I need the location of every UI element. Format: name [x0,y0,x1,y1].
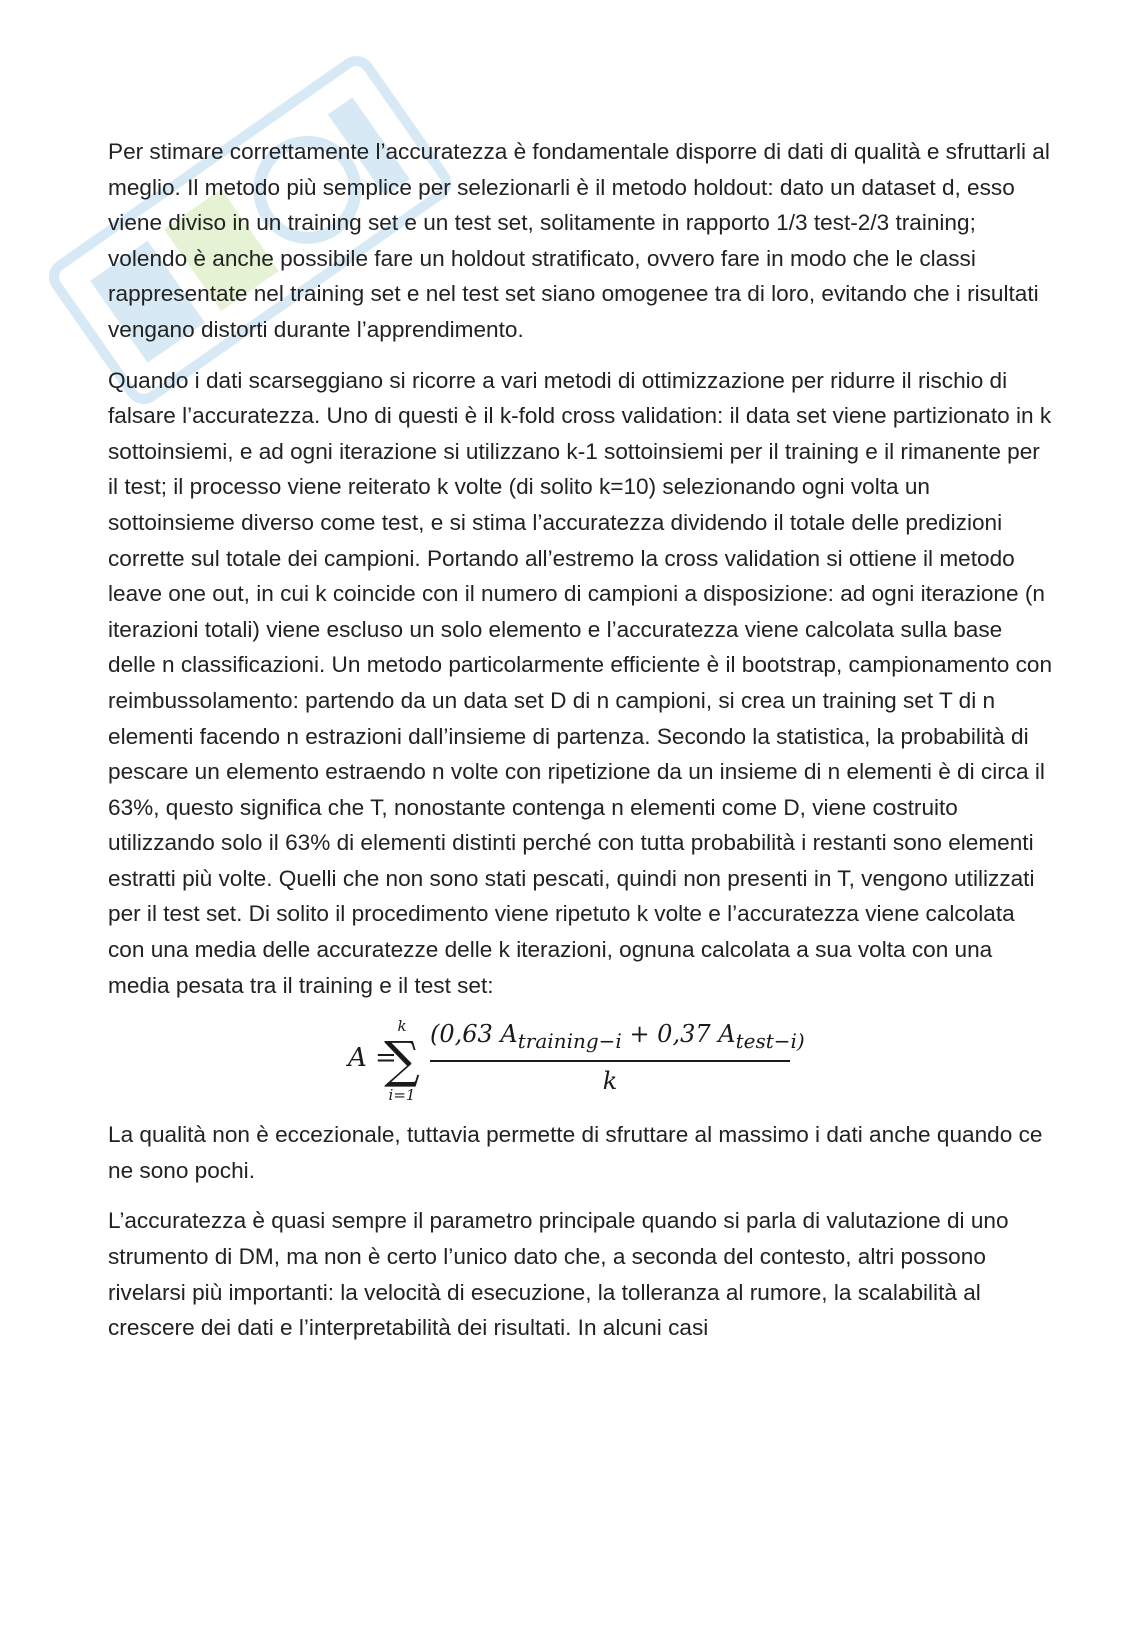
formula-denominator: k [602,1066,618,1095]
formula-lhs: A = [348,1043,397,1074]
document-body [108,134,1053,1346]
subscript-training: training−i [517,1029,622,1054]
accuracy-formula [108,1011,1053,1115]
summation [380,1017,424,1105]
paragraph-other-criteria: L’accuratezza è quasi sempre il parametro principale quando si parla di valutazione di uno strumento di DM, ma non è certo l’unico dato che, a seconda del contesto, altri possono rivelarsi più importanti: la velocità di esecuzione, la tolleranza al rumore, la scalabilità al crescere dei dati e l’interpretabilità dei risultati. In alcuni casi [108,1208,1009,1341]
subscript-test: test−i) [735,1029,805,1054]
formula-fraction [430,1017,805,1095]
paragraph-holdout: Per stimare correttamente l’accuratezza è fondamentale disporre di dati di qualità e sfruttarli al meglio. Il metodo più semplice per selezionarli è il metodo holdout: dato un dataset d, esso viene diviso in un training set e un test set, solitamente in rapporto 1/3 test-2/3 training; volendo è anche possibile fare un holdout stratificato, ovvero fare in modo che le classi rappresentate nel training set e nel test set siano omogenee tra di loro, evitando che i risultati vengano distorti durante l’apprendimento. [108,139,1050,342]
paragraph-cross-validation: Quando i dati scarseggiano si ricorre a vari metodi di ottimizzazione per ridurre il rischio di falsare l’accuratezza. Uno di questi è il k-fold cross validation: il data set viene partizionato in k sottoinsiemi, e ad ogni iterazione si utilizzano k-1 sottoinsiemi per il training e il rimanente per il test; il processo viene reiterato k volte (di solito k=10) selezionando ogni volta un sottoinsieme diverso come test, e si stima l’accuratezza dividendo il totale delle predizioni corrette sul totale dei campioni. Portando all’estremo la cross validation si ottiene il metodo leave one out, in cui k coincide con il numero di campioni a disposizione: ad ogni iterazione (n iterazioni totali) viene escluso un solo elemento e l’accuratezza viene calcolata sulla base delle n classificazioni. Un metodo particolarmente efficiente è il bootstrap, campionamento con reimbussolamento: partendo da un data set D di n campioni, si crea un training set T di n elementi facendo n estrazioni dall’insieme di partenza. Secondo la statistica, la probabilità di pescare un elemento estraendo n volte con ripetizione da un insieme di n elementi è di circa il 63%, questo significa che T, nonostante contenga n elementi come D, viene costruito utilizzando solo il 63% di elementi distinti perché con tutta probabilità i restanti sono elementi estratti più volte. Quelli che non sono stati pescati, quindi non presenti in T, vengono utilizzati per il test set. Di solito il procedimento viene ripetuto k volte e l’accuratezza viene calcolata con una media delle accuratezze delle k iterazioni, ognuna calcolata a sua volta con una media pesata tra il training e il test set: [108,367,1053,998]
numerator-part-2: + 0,37 A [621,1020,736,1049]
paragraph-quality: La qualità non è eccezionale, tuttavia permette di sfruttare al massimo i dati anche quando ce ne sono pochi. [108,1122,1043,1183]
summation-symbol: ∑ [384,1031,420,1090]
summation-lower-limit: i=1 [388,1086,416,1105]
numerator-part-1: (0,63 A [430,1020,518,1049]
formula-numerator [430,1017,805,1058]
fraction-bar [430,1060,790,1062]
summation-upper-limit: k [397,1017,407,1036]
